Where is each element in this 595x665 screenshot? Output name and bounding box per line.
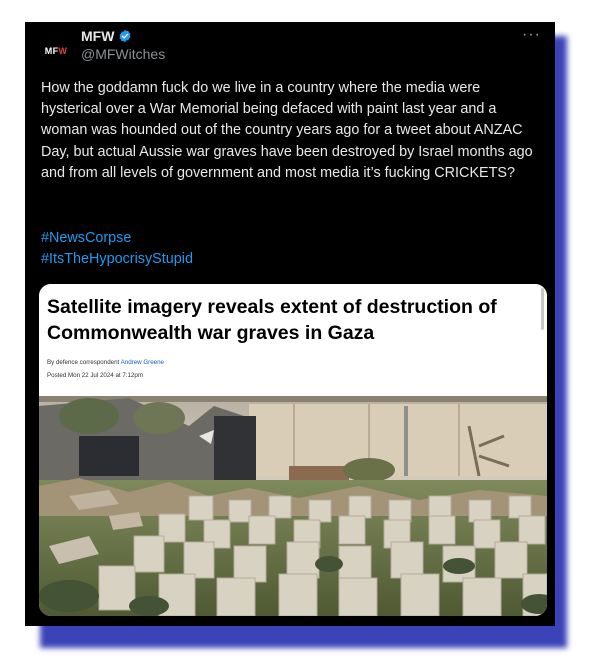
more-options-icon[interactable]: ··· xyxy=(522,26,541,43)
article-byline xyxy=(47,359,164,366)
hashtag-link[interactable]: #ItsTheHypocrisyStupid xyxy=(41,251,193,268)
article-header xyxy=(39,284,547,396)
verified-badge-icon xyxy=(118,29,132,43)
war-graves-photo xyxy=(39,396,547,616)
tweet-text: How the goddamn fuck do we live in a country where the media were hysterical over a War Memorial being defaced with paint last year and a woman was hounded out of the country years ago for a tweet about ANZAC Day, but actual Aussie war graves have been destroyed by Israel months ago and from all levels of government and most media it’s fucking CRICKETS? xyxy=(41,80,537,181)
article-title: Satellite imagery reveals extent of destruction of Commonwealth war graves in Gaza xyxy=(47,296,497,344)
tweet-header xyxy=(25,22,555,74)
avatar-text-accent: W xyxy=(58,46,68,56)
tweet-card[interactable] xyxy=(25,22,555,626)
display-name[interactable]: MFW xyxy=(81,28,115,44)
hashtag-link[interactable]: #NewsCorpse xyxy=(41,230,132,246)
avatar[interactable] xyxy=(39,34,73,68)
article-posted-date: Posted Mon 22 Jul 2024 at 7:12pm xyxy=(47,372,143,379)
scrollbar[interactable] xyxy=(541,288,544,330)
author-link[interactable]: Andrew Greene xyxy=(120,359,164,366)
user-handle[interactable]: @MFWitches xyxy=(81,46,166,62)
hashtag-list xyxy=(41,228,193,270)
name-row xyxy=(81,28,132,44)
byline-prefix: By defence correspondent xyxy=(47,359,120,366)
embedded-article-image[interactable] xyxy=(39,284,547,616)
avatar-text: MF xyxy=(44,46,59,56)
